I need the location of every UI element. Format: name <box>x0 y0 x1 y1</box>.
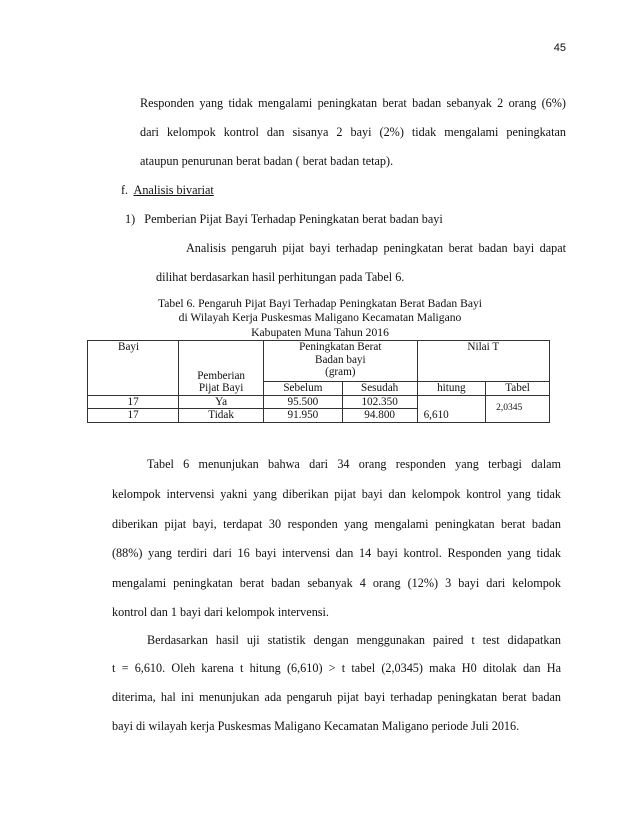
cell-bayi: 17 <box>88 395 179 409</box>
table-caption-line-1: Tabel 6. Pengaruh Pijat Bayi Terhadap Peningkatan Berat Badan Bayi <box>158 297 482 310</box>
cell-t-tabel: 2,0345 <box>486 395 550 422</box>
intro-line-2: dari kelompok kontrol dan sisanya 2 bayi (2%) tidak mengalami peningkatan <box>140 125 566 139</box>
table-6 <box>87 340 550 423</box>
table-caption-line-2: di Wilayah Kerja Puskesmas Maligano Kecamatan Maligano <box>178 311 462 324</box>
cell-sebelum: 95.500 <box>264 395 343 409</box>
section-f-heading <box>121 183 214 198</box>
para2-line-2: t = 6,610. Oleh karena t hitung (6,610) > t tabel (2,0345) maka H0 ditolak dan Ha <box>112 661 561 675</box>
table-header-row-1 <box>88 341 550 382</box>
table-caption-line-3: Kabupaten Muna Tahun 2016 <box>251 326 389 339</box>
intro-line-1: Responden yang tidak mengalami peningkatan berat badan sebanyak 2 orang (6%) <box>140 96 566 110</box>
section-f-marker: f. <box>121 183 129 197</box>
intro-line-3: ataupun penurunan berat badan ( berat badan tetap). <box>140 154 394 168</box>
analysis-line-1: Analisis pengaruh pijat bayi terhadap peningkatan berat badan bayi dapat <box>186 241 566 255</box>
cell-t-hitung: 6,610 <box>417 395 486 422</box>
para1-line-3: diberikan pijat bayi, terdapat 30 responden yang mengalami peningkatan berat badan <box>112 517 561 531</box>
table-row <box>88 395 550 409</box>
header-pemberian-line-1: Pemberian <box>197 369 246 382</box>
para2-line-1: Berdasarkan hasil uji statistik dengan menggunakan paired t test didapatkan <box>147 633 561 647</box>
header-peningkatan <box>264 341 418 382</box>
para1-line-6: kontrol dan 1 bayi dari kelompok intervensi. <box>112 605 329 619</box>
para2-line-3: diterima, hal ini menunjukan ada pengaruh pijat bayi terhadap peningkatan berat badan <box>112 690 561 704</box>
para2-line-4: bayi di wilayah kerja Puskesmas Maligano Kecamatan Maligano periode Juli 2016. <box>112 719 520 733</box>
header-hitung: hitung <box>417 382 486 396</box>
header-sebelum: Sebelum <box>264 382 343 396</box>
header-tabel: Tabel <box>486 382 550 396</box>
section-f-title: Analisis bivariat <box>133 183 214 197</box>
subsection-1-heading <box>125 212 443 227</box>
cell-pijat: Ya <box>179 395 264 409</box>
header-peningkatan-line-2: Badan bayi <box>315 353 366 366</box>
header-nilai-t: Nilai T <box>417 341 549 382</box>
cell-sesudah: 94.800 <box>342 409 417 423</box>
para1-line-1: Tabel 6 menunjukan bahwa dari 34 orang responden yang terbagi dalam <box>147 457 561 471</box>
subsection-1-title: Pemberian Pijat Bayi Terhadap Peningkatan berat badan bayi <box>144 212 443 226</box>
analysis-line-2: dilihat berdasarkan hasil perhitungan pada Tabel 6. <box>156 270 405 284</box>
header-pemberian-line-2: Pijat Bayi <box>198 382 244 394</box>
subsection-1-marker: 1) <box>125 212 136 226</box>
header-pemberian-pijat <box>179 341 264 396</box>
cell-bayi: 17 <box>88 409 179 423</box>
para1-line-5: mengalami peningkatan berat badan sebanyak 4 orang (12%) 3 bayi dari kelompok <box>112 576 561 590</box>
header-sesudah: Sesudah <box>342 382 417 396</box>
cell-pijat: Tidak <box>179 409 264 423</box>
para1-line-4: (88%) yang terdiri dari 16 bayi intervensi dan 14 bayi kontrol. Responden yang tidak <box>112 546 561 560</box>
header-peningkatan-line-3: (gram) <box>325 366 356 378</box>
header-peningkatan-line-1: Peningkatan Berat <box>299 341 382 353</box>
header-bayi: Bayi <box>88 341 179 396</box>
para1-line-2: kelompok intervensi yakni yang diberikan pijat bayi dan kelompok kontrol yang tidak <box>112 487 561 501</box>
cell-sebelum: 91.950 <box>264 409 343 423</box>
cell-sesudah: 102.350 <box>342 395 417 409</box>
page-number: 45 <box>553 42 566 54</box>
